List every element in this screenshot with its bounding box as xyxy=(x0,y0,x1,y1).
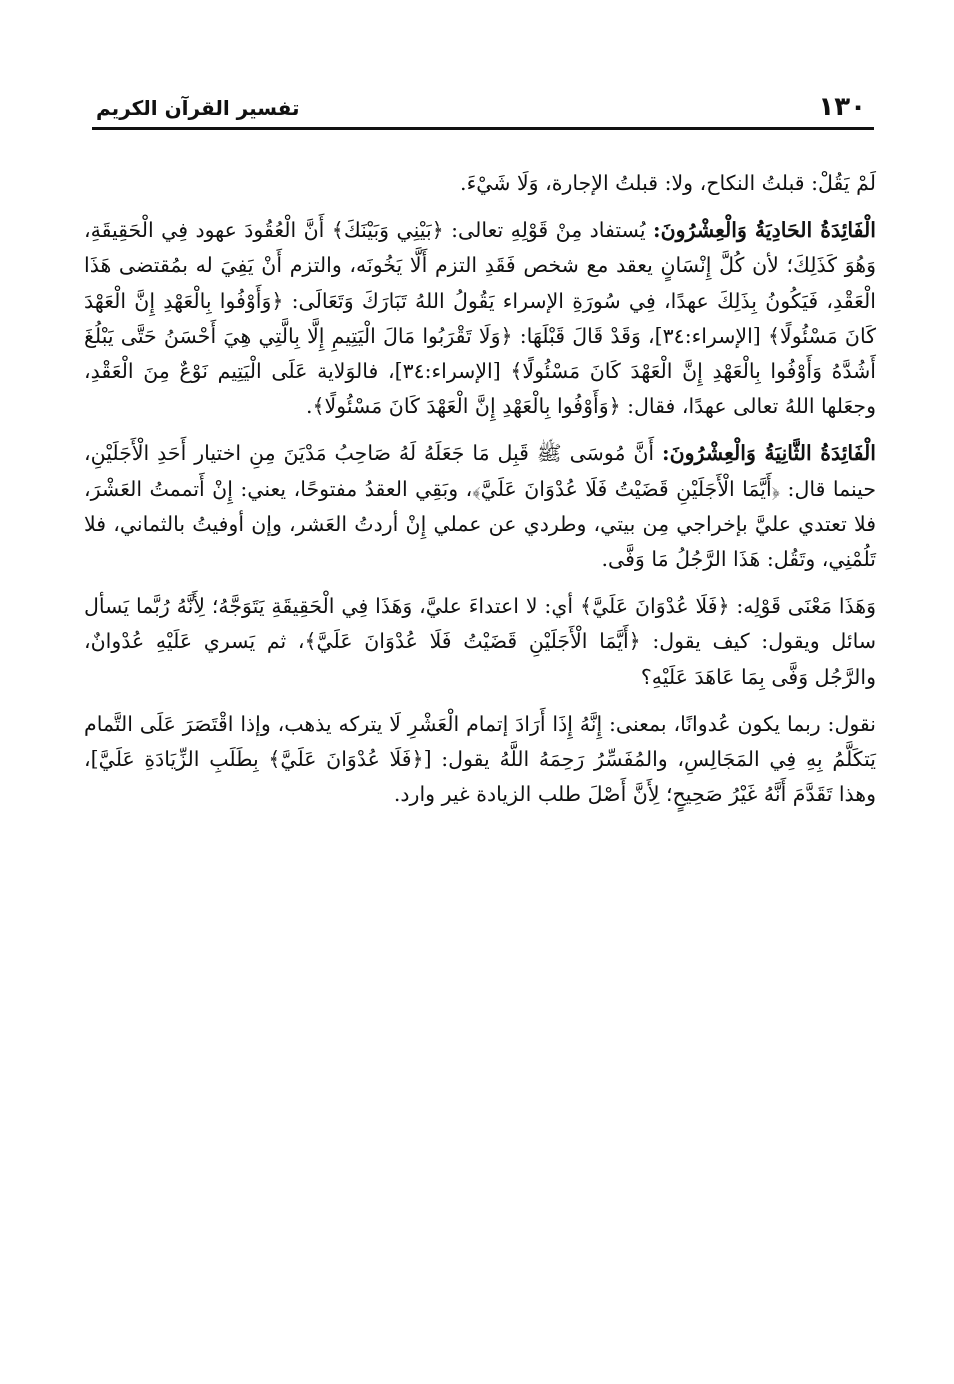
body-text xyxy=(84,166,876,812)
paragraph-2-text: يُستفاد مِنْ قَوْلِهِ تعالى: ﴿بَيْنِي وَبَيْنَكَ﴾ أَنَّ الْعُقُودَ عهود فِي الْحَقِيقَةِ، وَهُوَ كَذَلِكَ؛ لأن كُلَّ إِنْسَانٍ يعقد مع شخص فَقَدِ التزم أَلَّا يَخُونَه، والتزم أَنْ يَفِيَ له بمُقتضى هَذَا الْعَقْدِ، فَيَكُونُ بِذَلِكَ عهدًا، فِي سُورَةِ الإسراء يَقُولُ اللهُ تَبَارَكَ وَتَعَالَى: ﴿وَأَوْفُوا بِالْعَهْدِ إِنَّ الْعَهْدَ كَانَ مَسْئُولًا﴾ [الإسراء:٣٤]، وَقَدْ قَالَ قَبْلَهَا: ﴿وَلَا تَقْرَبُوا مَالَ الْيَتِيمِ إِلَّا بِالَّتِي هِيَ أَحْسَنُ حَتَّى يَبْلُغَ أَشُدَّهُ وَأَوْفُوا بِالْعَهْدِ إِنَّ الْعَهْدَ كَانَ مَسْئُولًا﴾ [الإسراء:٣٤]، فالوَلاية عَلَى الْيَتِيم نَوْعٌ مِنَ الْعَقْدِ، وجعَلها اللهُ تعالى عهدًا، فقال: ﴿وَأَوْفُوا بِالْعَهْدِ إِنَّ الْعَهْدَ كَانَ مَسْئُولًا﴾. xyxy=(84,218,876,419)
book-title: تفسير القرآن الكريم xyxy=(96,96,300,120)
paragraph-3-heading: الْفَائِدَةُ الثَّانِيَةُ وَالْعِشْرُونَ: xyxy=(662,441,876,466)
page-number: ١٣٠ xyxy=(818,92,866,122)
paragraph-1 xyxy=(84,166,876,201)
paragraph-4 xyxy=(84,589,876,695)
paragraph-3 xyxy=(84,436,876,577)
paragraph-2 xyxy=(84,213,876,424)
page-header xyxy=(92,92,872,124)
paragraph-3-text: أَنَّ مُوسَى ﷺ قَبِل مَا جَعَلَهُ لَهُ صَاحِبُ مَدْيَنَ مِنِ اختيار أَحَدِ الْأَجَلَيْنِ، حينما قال: ﴿أَيَّمَا الْأَجَلَيْنِ قَضَيْتُ فَلَا عُدْوَانَ عَلَيَّ﴾، وبَقِي العقدُ مفتوحًا، يعني: إِنْ أَتممتُ العَشْرَ، فلا تعتدي عليَّ بإخراجي مِن بيتي، وطردي عن عملي إِنْ أردتُ العَشر، وإن أوفيتُ بالثماني، فلا تَلُمْنِي، وتَقُل: هَذَا الرَّجُلُ مَا وَفَّى. xyxy=(84,441,876,572)
paragraph-5 xyxy=(84,707,876,813)
paragraph-1-text: لَمْ يَقُلْ: قبلتُ النكاح، ولا: قبلتُ الإجارة، وَلَا شَيْءَ. xyxy=(460,171,876,195)
header-rule xyxy=(92,127,874,130)
paragraph-5-text: نقول: ربما يكون عُدوانًا، بمعنى: إِنَّهُ إِذَا أَرَادَ إتمام الْعَشْرِ لَا يتركه يذهب، وإذا اقْتَصَرَ عَلَى التَّمام يَتكَلَّمُ بِهِ فِي المَجَالِسِ، والمُفَسِّرُ رَحِمَهُ اللَّهُ يقول: [﴿فَلَا عُدْوَانَ عَلَيَّ﴾ بِطَلَبِ الزِّيَادَةِ عَلَيَّ]، وهذا تَقَدَّمَ أَنَّهُ غَيْرُ صَحِيحٍ؛ لِأَنَّ أَصْلَ طلب الزيادة غير وارد. xyxy=(84,711,876,807)
paragraph-2-heading: الْفَائِدَةُ الحَادِيَةُ وَالْعِشْرُونَ: xyxy=(653,218,876,243)
paragraph-4-text: وَهَذَا مَعْنَى قَوْلِه: ﴿فَلَا عُدْوَانَ عَلَيَّ﴾ أي: لا اعتداءَ عليَّ، وَهَذَا فِي الْحَقِيقَةِ يَتَوَجَّهُ؛ لِأَنَّهُ رُبَّما يَسأل سائل ويقول: كيف يقول: ﴿أَيَّمَا الْأَجَلَيْنِ قَضَيْتُ فَلَا عُدْوَانَ عَلَيَّ﴾، ثم يَسري عَلَيْهِ عُدْوانٌ، والرَّجُل وَفَّى بِمَا عَاهَدَ عَلَيْهِ؟ xyxy=(84,594,876,689)
